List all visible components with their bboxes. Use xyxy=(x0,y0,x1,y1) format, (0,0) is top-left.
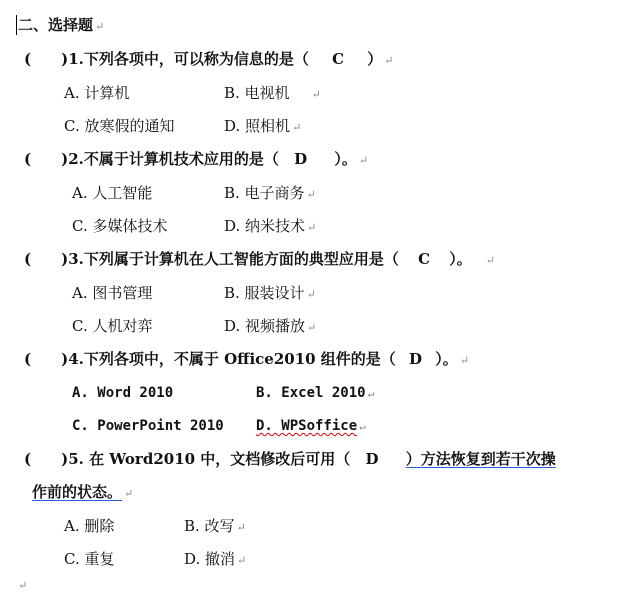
paragraph-mark-icon: ↵ xyxy=(359,420,366,433)
section-title-line xyxy=(18,15,104,35)
question-5-prefix: ( )5. 在 Word2010 中，文档修改后可用（ xyxy=(24,450,351,468)
question-4 xyxy=(24,349,469,369)
question-5-option-c: C. 重复 xyxy=(64,550,115,568)
paragraph-mark-icon: ↵ xyxy=(311,88,321,101)
question-1-option-b xyxy=(224,83,321,103)
question-3-option-d-text: D. 视频播放 xyxy=(224,317,306,335)
paragraph-mark-icon: ↵ xyxy=(306,288,316,301)
question-2-option-c: C. 多媒体技术 xyxy=(72,217,168,235)
final-paragraph-mark xyxy=(16,574,27,594)
text-cursor xyxy=(16,15,17,35)
question-5-continuation: 作前的状态。 xyxy=(32,483,123,501)
paragraph-mark-icon: ↵ xyxy=(306,188,316,201)
question-4-suffix: ）。 xyxy=(435,350,458,368)
question-1-answer: C xyxy=(332,50,345,68)
question-3-suffix: ）。 xyxy=(449,250,472,268)
question-5-option-b-text: B. 改写 xyxy=(184,517,235,535)
question-4-option-d xyxy=(256,416,366,436)
question-2-option-b-text: B. 电子商务 xyxy=(224,184,305,202)
question-4-answer: D xyxy=(409,350,423,368)
question-5 xyxy=(24,449,556,469)
question-5-continuation-line xyxy=(32,482,133,502)
paragraph-mark-icon: ↵ xyxy=(485,254,496,267)
paragraph-mark-icon: ↵ xyxy=(237,554,247,567)
question-4-option-c: C. PowerPoint 2010 xyxy=(72,418,224,434)
question-4-prefix: ( )4.下列各项中，不属于 Office2010 组件的是（ xyxy=(24,350,396,368)
question-1-option-c: C. 放寒假的通知 xyxy=(64,117,175,135)
question-2 xyxy=(24,149,368,169)
question-3-answer: C xyxy=(418,250,431,268)
paragraph-mark-icon: ↵ xyxy=(459,354,470,367)
question-3 xyxy=(24,249,495,269)
paragraph-mark-icon: ↵ xyxy=(307,221,317,234)
question-1 xyxy=(24,49,394,69)
question-3-option-c: C. 人机对弈 xyxy=(72,317,153,335)
question-3-option-b xyxy=(224,283,316,303)
question-5-answer: D xyxy=(365,450,379,468)
question-1-option-b-text: B. 电视机 xyxy=(224,84,290,102)
paragraph-mark-icon: ↵ xyxy=(95,20,105,33)
question-1-option-d-text: D. 照相机 xyxy=(224,117,291,135)
question-3-option-a: A. 图书管理 xyxy=(72,284,153,302)
question-2-suffix: ）。 xyxy=(334,150,357,168)
paragraph-mark-icon: ↵ xyxy=(124,487,134,500)
question-5-option-d-text: D. 撤消 xyxy=(184,550,236,568)
paragraph-mark-icon: ↵ xyxy=(367,387,375,400)
question-1-suffix: ） xyxy=(367,50,383,68)
question-2-option-d xyxy=(224,216,316,236)
question-2-option-a: A. 人工智能 xyxy=(72,184,153,202)
paragraph-mark-icon: ↵ xyxy=(307,321,317,334)
question-3-option-b-text: B. 服装设计 xyxy=(224,284,305,302)
question-4-option-b xyxy=(256,383,374,403)
paragraph-mark-icon: ↵ xyxy=(18,579,28,592)
question-1-prefix: ( )1.下列各项中，可以称为信息的是（ xyxy=(24,50,309,68)
paragraph-mark-icon: ↵ xyxy=(384,54,394,67)
question-1-option-d xyxy=(224,116,301,136)
question-2-prefix: ( )2.不属于计算机技术应用的是（ xyxy=(24,150,279,168)
question-2-answer: D xyxy=(294,150,308,168)
question-2-option-d-text: D. 纳米技术 xyxy=(224,217,306,235)
paragraph-mark-icon: ↵ xyxy=(292,121,302,134)
question-4-option-b-text: B. Excel 2010 xyxy=(256,385,366,401)
question-3-prefix: ( )3.下列属于计算机在人工智能方面的典型应用是（ xyxy=(24,250,399,268)
section-title: 二、选择题 xyxy=(18,16,94,34)
question-5-option-d xyxy=(184,549,246,569)
paragraph-mark-icon: ↵ xyxy=(236,521,246,534)
question-4-option-d-text: D. WPSoffice xyxy=(256,418,358,434)
question-4-option-a: A. Word 2010 xyxy=(72,385,174,401)
question-3-option-d xyxy=(224,316,316,336)
paragraph-mark-icon: ↵ xyxy=(358,154,369,167)
question-2-option-b xyxy=(224,183,316,203)
question-5-suffix: ）方法恢复到若干次操 xyxy=(405,450,556,468)
question-1-option-a: A. 计算机 xyxy=(64,84,130,102)
question-5-option-a: A. 删除 xyxy=(64,517,115,535)
question-5-option-b xyxy=(184,516,246,536)
